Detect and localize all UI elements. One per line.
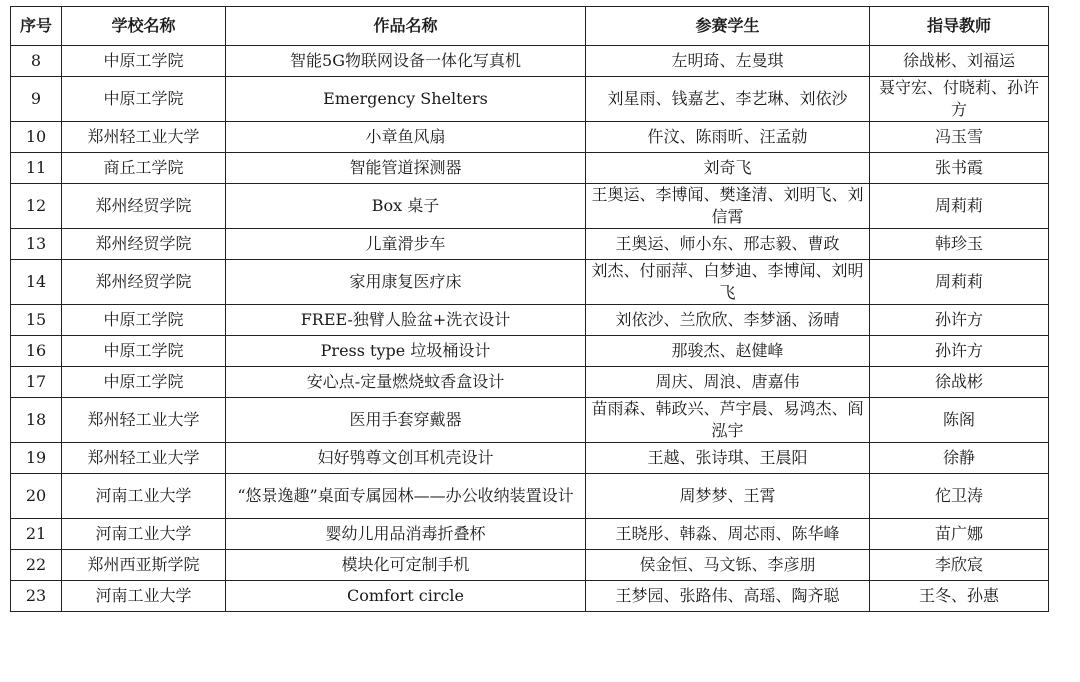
cell-work: 智能5G物联网设备一体化写真机 bbox=[226, 46, 586, 77]
cell-no: 12 bbox=[11, 184, 62, 229]
cell-school: 中原工学院 bbox=[62, 367, 226, 398]
cell-work: Box 桌子 bbox=[226, 184, 586, 229]
cell-school: 郑州轻工业大学 bbox=[62, 398, 226, 443]
cell-no: 10 bbox=[11, 122, 62, 153]
table-row bbox=[11, 184, 1049, 229]
cell-teacher: 冯玉雪 bbox=[870, 122, 1049, 153]
cell-teacher: 佗卫涛 bbox=[870, 474, 1049, 519]
cell-school: 河南工业大学 bbox=[62, 581, 226, 612]
cell-no: 14 bbox=[11, 260, 62, 305]
cell-school: 郑州经贸学院 bbox=[62, 184, 226, 229]
cell-school: 郑州经贸学院 bbox=[62, 260, 226, 305]
header-teacher: 指导教师 bbox=[870, 7, 1049, 46]
cell-no: 15 bbox=[11, 305, 62, 336]
cell-teacher: 王冬、孙惠 bbox=[870, 581, 1049, 612]
table-row bbox=[11, 305, 1049, 336]
cell-students: 仵汶、陈雨昕、汪孟勍 bbox=[586, 122, 870, 153]
cell-school: 河南工业大学 bbox=[62, 474, 226, 519]
cell-school: 中原工学院 bbox=[62, 46, 226, 77]
table-row bbox=[11, 519, 1049, 550]
table-row bbox=[11, 77, 1049, 122]
cell-no: 19 bbox=[11, 443, 62, 474]
header-no: 序号 bbox=[11, 7, 62, 46]
table-row bbox=[11, 581, 1049, 612]
cell-teacher: 李欣宸 bbox=[870, 550, 1049, 581]
cell-teacher: 徐静 bbox=[870, 443, 1049, 474]
cell-work: Emergency Shelters bbox=[226, 77, 586, 122]
cell-teacher: 徐战彬、刘福运 bbox=[870, 46, 1049, 77]
table-row bbox=[11, 153, 1049, 184]
cell-teacher: 苗广娜 bbox=[870, 519, 1049, 550]
award-table bbox=[10, 6, 1049, 612]
cell-work: 婴幼儿用品消毒折叠杯 bbox=[226, 519, 586, 550]
cell-no: 9 bbox=[11, 77, 62, 122]
cell-students: 王越、张诗琪、王晨阳 bbox=[586, 443, 870, 474]
table-row bbox=[11, 336, 1049, 367]
cell-no: 13 bbox=[11, 229, 62, 260]
cell-work: 智能管道探测器 bbox=[226, 153, 586, 184]
cell-school: 中原工学院 bbox=[62, 305, 226, 336]
cell-students: 王梦园、张路伟、高瑶、陶齐聪 bbox=[586, 581, 870, 612]
cell-school: 商丘工学院 bbox=[62, 153, 226, 184]
cell-students: 刘杰、付丽萍、白梦迪、李博闻、刘明飞 bbox=[586, 260, 870, 305]
cell-students: 侯金恒、马文铄、李彦朋 bbox=[586, 550, 870, 581]
cell-school: 中原工学院 bbox=[62, 336, 226, 367]
cell-work: 医用手套穿戴器 bbox=[226, 398, 586, 443]
cell-no: 23 bbox=[11, 581, 62, 612]
cell-teacher: 徐战彬 bbox=[870, 367, 1049, 398]
cell-school: 河南工业大学 bbox=[62, 519, 226, 550]
cell-teacher: 周莉莉 bbox=[870, 260, 1049, 305]
cell-work: 安心点-定量燃烧蚊香盒设计 bbox=[226, 367, 586, 398]
cell-students: 王晓彤、韩淼、周芯雨、陈华峰 bbox=[586, 519, 870, 550]
table-row bbox=[11, 260, 1049, 305]
cell-school: 郑州经贸学院 bbox=[62, 229, 226, 260]
cell-school: 中原工学院 bbox=[62, 77, 226, 122]
cell-work: 模块化可定制手机 bbox=[226, 550, 586, 581]
cell-work: 儿童滑步车 bbox=[226, 229, 586, 260]
cell-teacher: 张书霞 bbox=[870, 153, 1049, 184]
cell-teacher: 韩珍玉 bbox=[870, 229, 1049, 260]
cell-students: 王奥运、李博闻、樊逢清、刘明飞、刘信霄 bbox=[586, 184, 870, 229]
cell-work: Press type 垃圾桶设计 bbox=[226, 336, 586, 367]
cell-no: 16 bbox=[11, 336, 62, 367]
cell-no: 18 bbox=[11, 398, 62, 443]
cell-no: 11 bbox=[11, 153, 62, 184]
cell-teacher: 聂守宏、付晓莉、孙许方 bbox=[870, 77, 1049, 122]
cell-students: 苗雨森、韩政兴、芦宇晨、易鸿杰、阎泓宇 bbox=[586, 398, 870, 443]
cell-students: 刘星雨、钱嘉艺、李艺琳、刘依沙 bbox=[586, 77, 870, 122]
table-row bbox=[11, 367, 1049, 398]
cell-students: 周庆、周浪、唐嘉伟 bbox=[586, 367, 870, 398]
table-row bbox=[11, 122, 1049, 153]
cell-work: Comfort circle bbox=[226, 581, 586, 612]
cell-no: 20 bbox=[11, 474, 62, 519]
header-school: 学校名称 bbox=[62, 7, 226, 46]
cell-students: 那骏杰、赵健峰 bbox=[586, 336, 870, 367]
cell-teacher: 陈阁 bbox=[870, 398, 1049, 443]
cell-students: 刘依沙、兰欣欣、李梦涵、汤晴 bbox=[586, 305, 870, 336]
cell-school: 郑州轻工业大学 bbox=[62, 443, 226, 474]
cell-no: 22 bbox=[11, 550, 62, 581]
header-students: 参赛学生 bbox=[586, 7, 870, 46]
cell-students: 王奥运、师小东、邢志毅、曹政 bbox=[586, 229, 870, 260]
cell-work: 小章鱼风扇 bbox=[226, 122, 586, 153]
cell-no: 21 bbox=[11, 519, 62, 550]
table-row bbox=[11, 229, 1049, 260]
header-row bbox=[11, 7, 1049, 46]
cell-school: 郑州轻工业大学 bbox=[62, 122, 226, 153]
table-row bbox=[11, 398, 1049, 443]
cell-teacher: 周莉莉 bbox=[870, 184, 1049, 229]
cell-teacher: 孙许方 bbox=[870, 336, 1049, 367]
cell-students: 左明琦、左曼琪 bbox=[586, 46, 870, 77]
cell-no: 17 bbox=[11, 367, 62, 398]
table-row bbox=[11, 474, 1049, 519]
cell-students: 刘奇飞 bbox=[586, 153, 870, 184]
table-row bbox=[11, 443, 1049, 474]
cell-work: “悠景逸趣”桌面专属园林——办公收纳装置设计 bbox=[226, 474, 586, 519]
cell-work: 妇好鸮尊文创耳机壳设计 bbox=[226, 443, 586, 474]
table-row bbox=[11, 550, 1049, 581]
cell-work: FREE-独臂人脸盆+洗衣设计 bbox=[226, 305, 586, 336]
cell-teacher: 孙许方 bbox=[870, 305, 1049, 336]
cell-work: 家用康复医疗床 bbox=[226, 260, 586, 305]
cell-no: 8 bbox=[11, 46, 62, 77]
cell-students: 周梦梦、王霄 bbox=[586, 474, 870, 519]
table-row bbox=[11, 46, 1049, 77]
header-work: 作品名称 bbox=[226, 7, 586, 46]
cell-school: 郑州西亚斯学院 bbox=[62, 550, 226, 581]
